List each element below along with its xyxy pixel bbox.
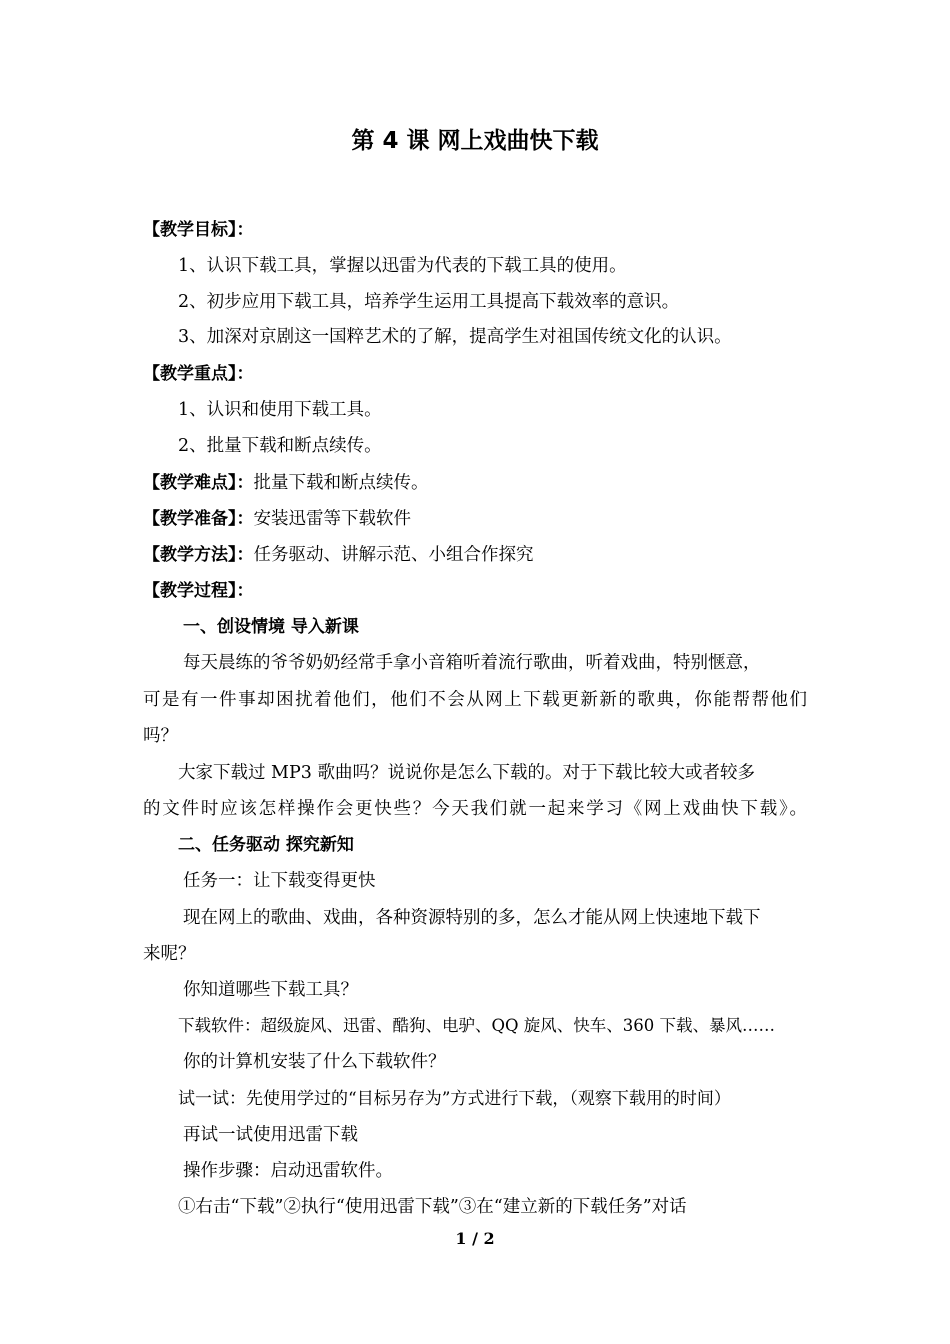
- preparation-text: 安装迅雷等下载软件: [253, 509, 411, 529]
- steps-line: 操作步骤：启动迅雷软件。: [183, 1161, 393, 1181]
- part2-title: 二、任务驱动 探究新知: [178, 835, 354, 855]
- method-heading: 【教学方法】：: [143, 545, 254, 565]
- paragraph-line: 的文件时应该怎样操作会更快些？今天我们就一起来学习《网上戏曲快下载》。: [143, 799, 807, 819]
- question-line: 你知道哪些下载工具？: [183, 980, 358, 1000]
- page-title: 第 4 课 网上戏曲快下载: [351, 128, 599, 154]
- difficulty-heading: 【教学难点】：: [143, 473, 254, 493]
- goals-heading: 【教学目标】：: [143, 220, 254, 240]
- paragraph-line: 吗？: [143, 726, 178, 746]
- difficulty-text: 批量下载和断点续传。: [253, 473, 429, 493]
- preparation-row: [143, 505, 411, 533]
- task-title: 任务一：让下载变得更快: [183, 871, 376, 891]
- question-line: 你的计算机安装了什么下载软件？: [183, 1052, 446, 1072]
- goal-item: 2、初步应用下载工具，培养学生运用工具提高下载效率的意识。: [178, 292, 680, 312]
- method-row: [143, 541, 534, 569]
- part1-title: 一、创设情境 导入新课: [183, 617, 359, 637]
- key-point-item: 1、认识和使用下载工具。: [178, 400, 382, 420]
- paragraph-line: 可是有一件事却困扰着他们，他们不会从网上下载更新新的歌典，你能帮帮他们: [143, 690, 807, 710]
- method-text: 任务驱动、讲解示范、小组合作探究: [253, 545, 534, 565]
- paragraph-line: 大家下载过 MP3 歌曲吗？说说你是怎么下载的。对于下载比较大或者较多: [178, 763, 755, 783]
- goal-item: 3、加深对京剧这一国粹艺术的了解，提高学生对祖国传统文化的认识。: [178, 327, 732, 347]
- tools-list-line: 下载软件：超级旋风、迅雷、酷狗、电驴、QQ 旋风、快车、360 下载、暴风……: [178, 1016, 776, 1035]
- goal-item: 1、认识下载工具，掌握以迅雷为代表的下载工具的使用。: [178, 256, 627, 276]
- paragraph-line: 每天晨练的爷爷奶奶经常手拿小音箱听着流行歌曲，听着戏曲，特别惬意，: [183, 653, 761, 673]
- page-number: 1 / 2: [455, 1229, 495, 1248]
- try-line: 试一试：先使用学过的“目标另存为”方式进行下载，（观察下载用的时间）: [178, 1089, 731, 1109]
- key-point-item: 2、批量下载和断点续传。: [178, 436, 382, 456]
- process-heading: 【教学过程】：: [143, 581, 254, 601]
- steps-detail-line: ①右击“下载”②执行“使用迅雷下载”③在“建立新的下载任务”对话: [178, 1197, 687, 1217]
- retry-line: 再试一试使用迅雷下载: [183, 1125, 358, 1145]
- paragraph-line: 来呢？: [143, 944, 196, 964]
- paragraph-line: 现在网上的歌曲、戏曲，各种资源特别的多，怎么才能从网上快速地下载下: [183, 908, 761, 928]
- key-points-heading: 【教学重点】：: [143, 364, 254, 384]
- preparation-heading: 【教学准备】：: [143, 509, 254, 529]
- difficulty-row: [143, 469, 429, 497]
